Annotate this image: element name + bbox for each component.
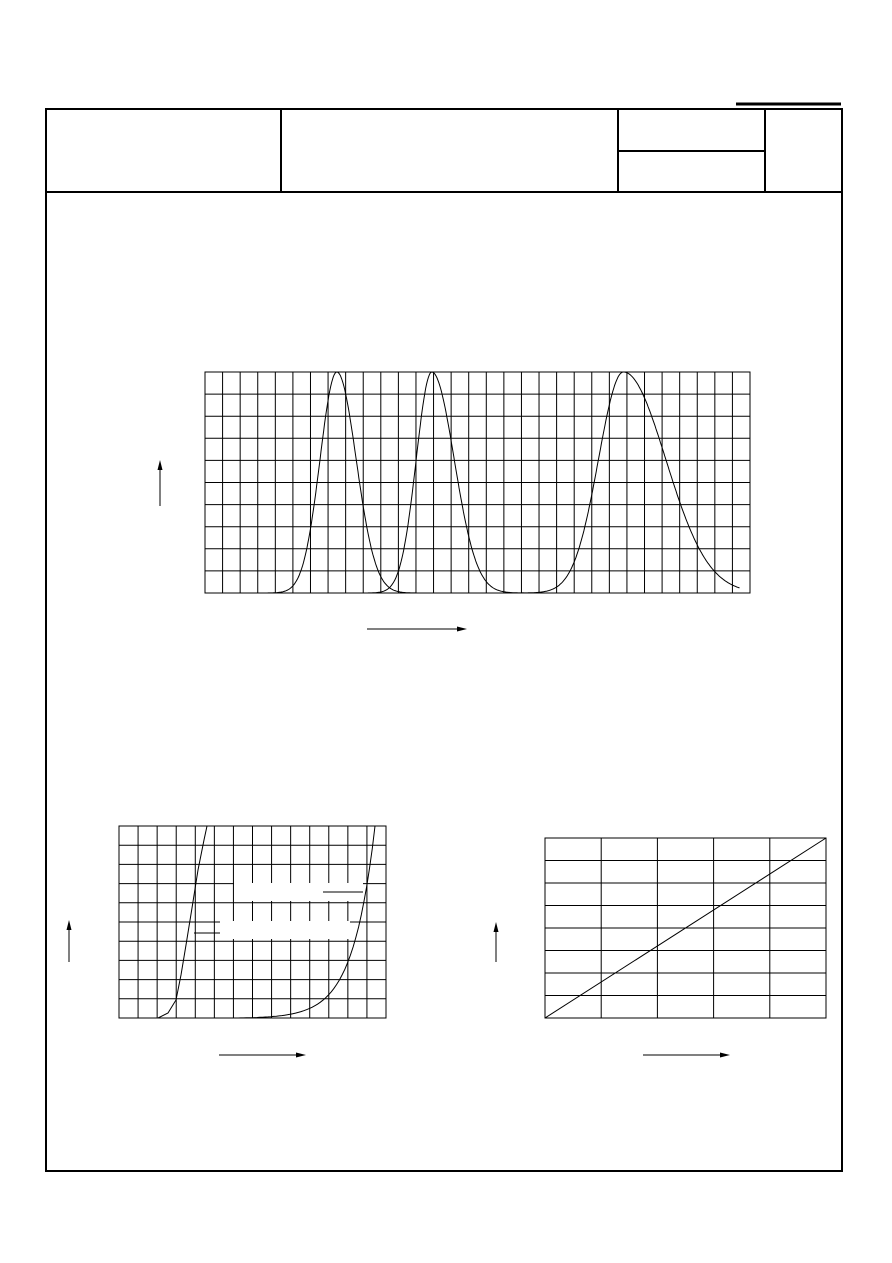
spectrum-y-arrow-head (158, 460, 163, 470)
iv-x-arrow-head (296, 1053, 306, 1058)
iv-label-box-2 (220, 921, 350, 939)
spectrum-x-arrow-head (457, 627, 467, 632)
linear-x-arrow-head (720, 1053, 730, 1058)
page-frame (46, 109, 842, 1171)
spectrum-grid (205, 372, 750, 593)
iv-y-arrow-head (67, 920, 72, 930)
title-block (46, 109, 842, 192)
linear-chart (494, 838, 827, 1058)
iv-chart (67, 826, 387, 1058)
spectrum-chart (158, 372, 751, 632)
linear-y-arrow-head (494, 922, 499, 932)
